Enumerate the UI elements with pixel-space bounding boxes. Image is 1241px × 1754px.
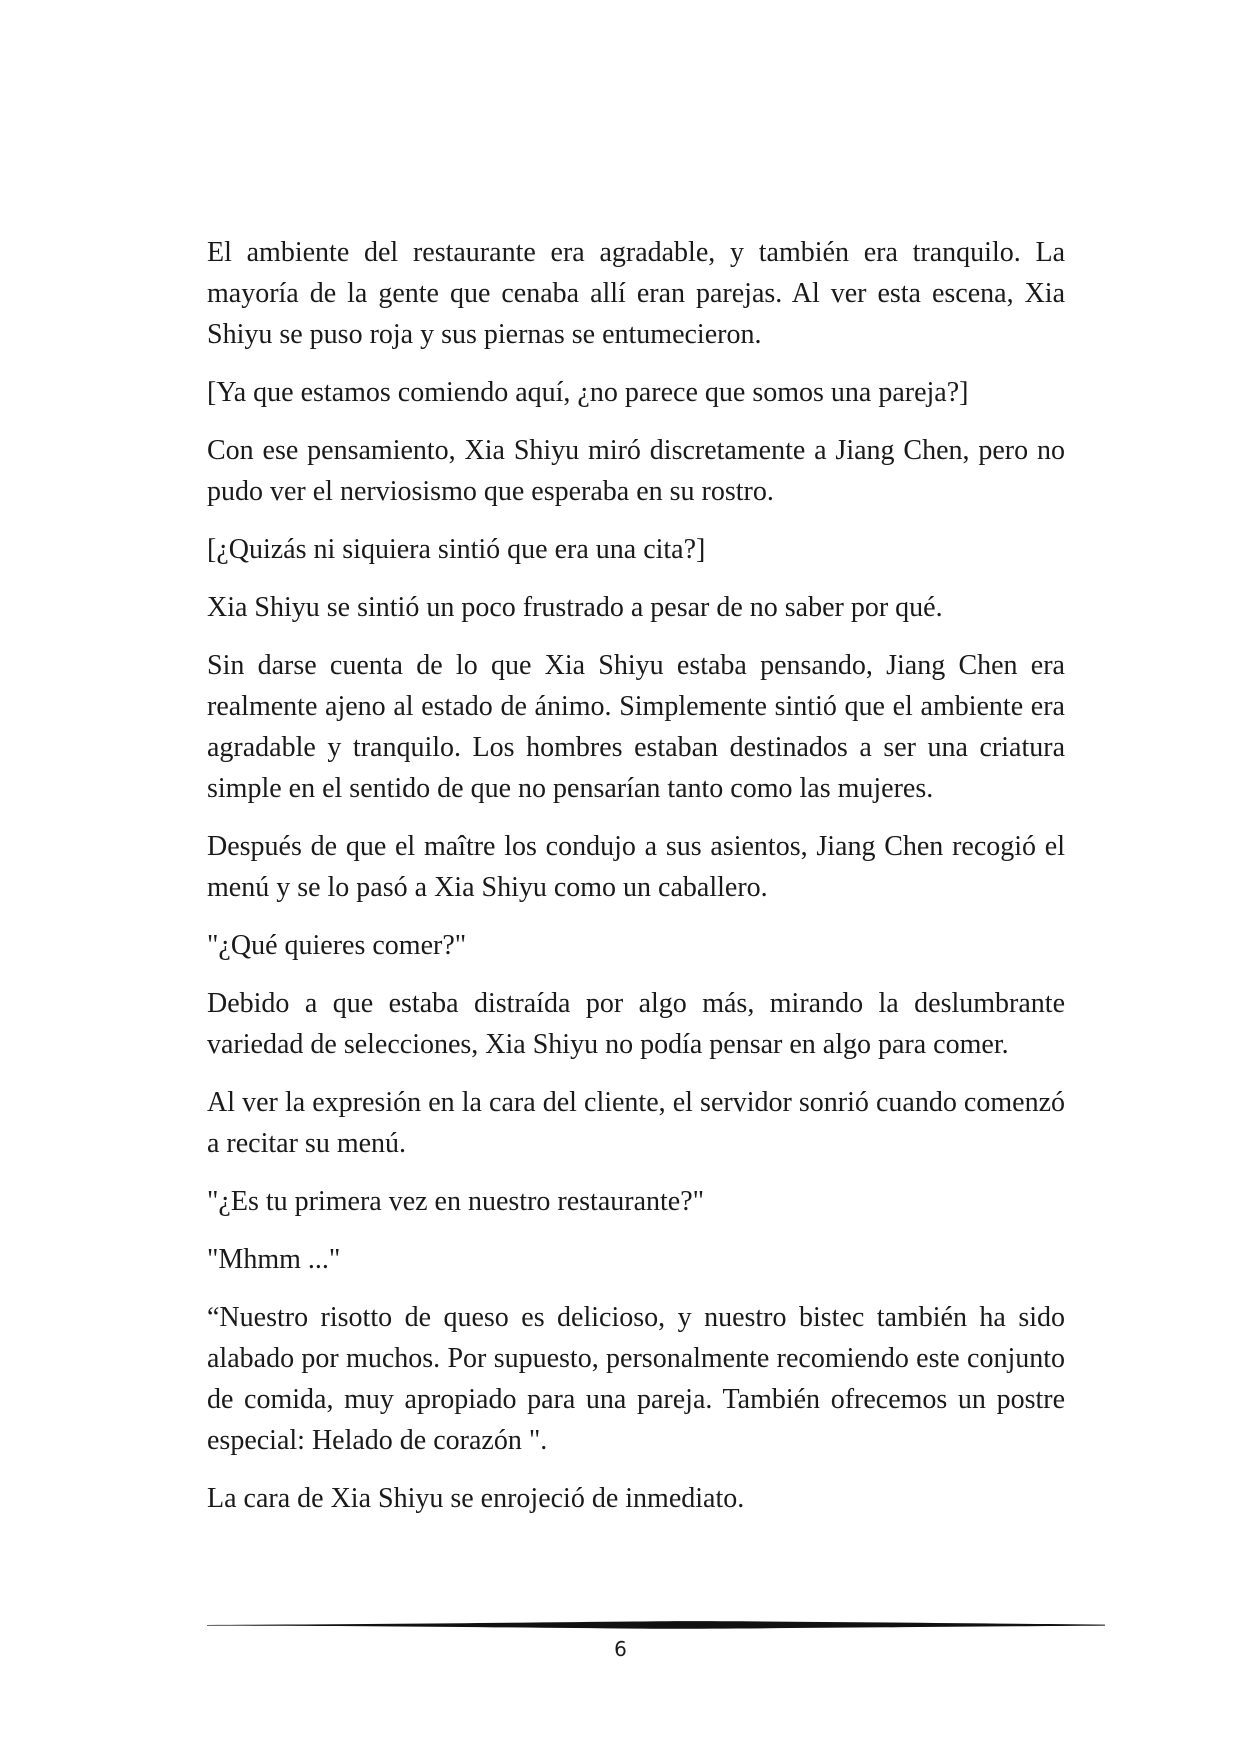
footer-divider-stroke bbox=[207, 1621, 1105, 1629]
footer-divider bbox=[207, 1619, 1105, 1631]
paragraph: Al ver la expresión en la cara del cliente, el servidor sonrió cuando comenzó a recitar su menú. bbox=[207, 1087, 1065, 1159]
paragraph: "¿Es tu primera vez en nuestro restaurante?" bbox=[207, 1186, 705, 1217]
paragraph: "¿Qué quieres comer?" bbox=[207, 930, 467, 961]
paragraph: La cara de Xia Shiyu se enrojeció de inmediato. bbox=[207, 1483, 745, 1514]
paragraph: Debido a que estaba distraída por algo más, mirando la deslumbrante variedad de selecciones, Xia Shiyu no podía pensar en algo para comer. bbox=[207, 988, 1065, 1060]
paragraph: [¿Quizás ni siquiera sintió que era una cita?] bbox=[207, 534, 706, 565]
paragraph: [Ya que estamos comiendo aquí, ¿no parece que somos una pareja?] bbox=[207, 377, 969, 408]
paragraph: El ambiente del restaurante era agradable, y también era tranquilo. La mayoría de la gente que cenaba allí eran parejas. Al ver esta escena, Xia Shiyu se puso roja y sus piernas se entumecieron. bbox=[207, 237, 1065, 350]
paragraph: “Nuestro risotto de queso es delicioso, y nuestro bistec también ha sido alabado por muchos. Por supuesto, personalmente recomiendo este conjunto de comida, muy apropiado para una pareja. También ofrecemos un postre especial: Helado de corazón ". bbox=[207, 1302, 1065, 1456]
paragraph: "Mhmm ..." bbox=[207, 1244, 341, 1275]
page-number: 6 bbox=[614, 1637, 627, 1661]
paragraph: Sin darse cuenta de lo que Xia Shiyu estaba pensando, Jiang Chen era realmente ajeno al estado de ánimo. Simplemente sintió que el ambiente era agradable y tranquilo. Los hombres estaban destinados a ser una criatura simple en el sentido de que no pensarían tanto como las mujeres. bbox=[207, 650, 1065, 804]
body-text bbox=[207, 232, 1065, 1536]
paragraph: Xia Shiyu se sintió un poco frustrado a pesar de no saber por qué. bbox=[207, 592, 943, 623]
paragraph: Con ese pensamiento, Xia Shiyu miró discretamente a Jiang Chen, pero no pudo ver el nerviosismo que esperaba en su rostro. bbox=[207, 435, 1065, 507]
paragraph: Después de que el maître los condujo a sus asientos, Jiang Chen recogió el menú y se lo pasó a Xia Shiyu como un caballero. bbox=[207, 831, 1065, 903]
